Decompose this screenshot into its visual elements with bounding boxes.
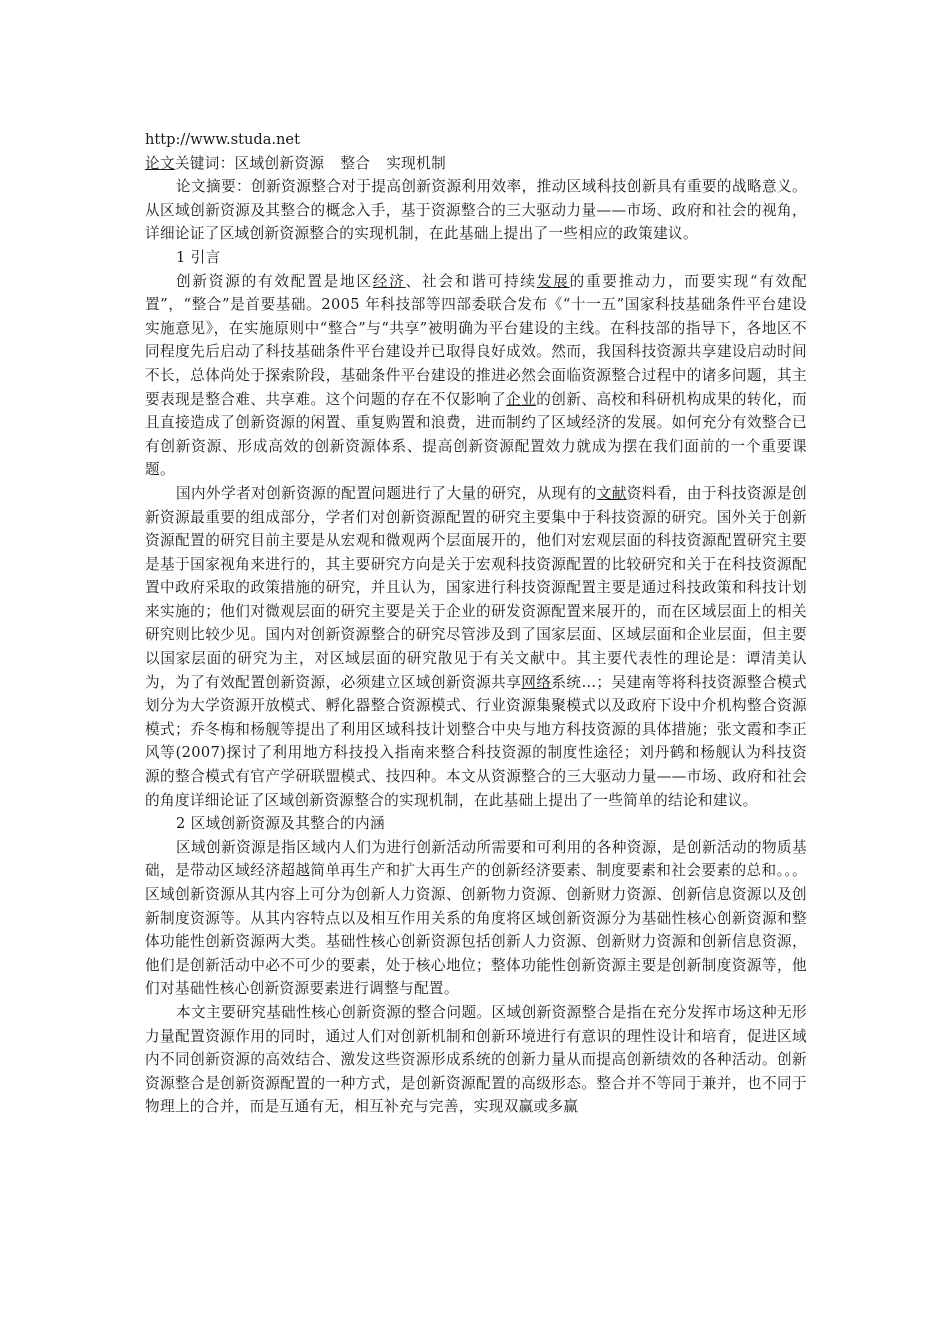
link-network[interactable]: 网络 bbox=[521, 673, 552, 691]
text-run: 创新资源的有效配置是地区 bbox=[176, 272, 373, 290]
section-1-paragraph-1 bbox=[145, 270, 807, 482]
text-run: 国内外学者对创新资源的配置问题进行了大量的研究，从现有的 bbox=[176, 484, 597, 502]
keywords-line bbox=[145, 152, 807, 176]
link-literature[interactable]: 文献 bbox=[596, 484, 627, 502]
link-enterprise[interactable]: 企业 bbox=[506, 390, 537, 408]
text-run: 、社会和谐可持续 bbox=[405, 272, 537, 290]
link-development[interactable]: 发展 bbox=[536, 272, 570, 290]
text-run: 资料看，由于科技资源是创新资源最重要的组成部分，学者们对创新资源配置的研究主要集中于科技资源的研究。国外关于创新资源配置的研究目前主要是从宏观和微观两个层面展开的，他们对宏观层面的科技资源配置研究主要是基于国家视角来进行的，其主要研究方向是关于宏观科技资源配置的比较研究和关于在科技资源配置中政府采取的政策措施的研究，并且认为，国家进行科技资源配置主要是通过科技政策和科技计划来实施的；他们对微观层面的研究主要是关于企业的研发资源配置来展开的，而在区域层面上的相关研究则比较少见。国内对创新资源整合的研究尽管涉及到了国家层面、区域层面和企业层面，但主要以国家层面的研究为主，对区域层面的研究散见于有关文献中。其主要代表性的理论是：谭清美认为，为了有效配置创新资源，必须建立区域创新资源共享 bbox=[145, 484, 808, 691]
section-2-heading: 2 区域创新资源及其整合的内涵 bbox=[176, 815, 385, 833]
keywords-label: 关键词：区域创新资源 bbox=[174, 154, 325, 172]
keywords-link[interactable]: 论文 bbox=[145, 154, 175, 172]
link-economy[interactable]: 经济 bbox=[372, 272, 406, 290]
keyword-mechanism: 实现机制 bbox=[386, 154, 447, 172]
abstract-paragraph: 论文摘要：创新资源整合对于提高创新资源利用效率，推动区域科技创新具有重要的战略意义。从区域创新资源及其整合的概念入手，基于资源整合的三大驱动力量——市场、政府和社会的视角，详细论证了区域创新资源整合的实现机制，在此基础上提出了一些相应的政策建议。 bbox=[145, 178, 807, 243]
text-run: 系统…；吴建南等将科技资源整合模式划分为大学资源开放模式、孵化器整合资源模式、行业资源集聚模式以及政府下设中介机构整合资源模式；乔冬梅和杨舰等提出了利用区域科技计划整合中央与地方科技资源的具体措施；张文霞和李正风等(2007)探讨了利用地方科技投入指南来整合科技资源的制度性途径；刘丹鹤和杨舰认为科技资源的整合模式有官产学研联盟模式、技四种。本文从资源整合的三大驱动力量——市场、政府和社会的角度详细论证了区域创新资源整合的实现机制，在此基础上提出了一些简单的结论和建议。 bbox=[145, 673, 807, 809]
text-run: 的创新、高校和科研机构成果的转化，而且直接造成了创新资源的闲置、重复购置和浪费，进而制约了区域经济的发展。如何充分有效整合已有创新资源、形成高效的创新资源体系、提高创新资源配置效力就成为摆在我们面前的一个重要课题。 bbox=[145, 390, 807, 479]
section-2-paragraph-2: 本文主要研究基础性核心创新资源的整合问题。区域创新资源整合是指在充分发挥市场这种无形力量配置资源作用的同时，通过人们对创新机制和创新环境进行有意识的理性设计和培育，促进区域内不同创新资源的高效结合、激发这些资源形成系统的创新力量从而提高创新绩效的各种活动。创新资源整合是创新资源配置的一种方式，是创新资源配置的高级形态。整合并不等同于兼并，也不同于物理上的合并，而是互通有无，相互补充与完善，实现双赢或多赢 bbox=[145, 1003, 807, 1116]
source-url: http://www.studa.net bbox=[145, 131, 300, 148]
text-run: 的重要推动力，而要实现“有效配置”，“整合”是首要基础。2005 年科技部等四部委联合发布《“十一五”国家科技基础条件平台建设实施意见》，在实施原则中“整合”与“共享”被明确为平台建设的主线。在科技部的指导下，各地区不同程度先后启动了科技基础条件平台建设并已取得良好成效。然而，我国科技资源共享建设启动时间不长，总体尚处于探索阶段，基础条件平台建设的推进必然会面临资源整合过程中的诸多问题，其主要表现是整合难、共享难。这个问题的存在不仅影响了 bbox=[145, 272, 808, 408]
section-2-paragraph-1: 区域创新资源是指区域内人们为进行创新活动所需要和可利用的各种资源，是创新活动的物质基础，是带动区域经济超越简单再生产和扩大再生产的创新经济要素、制度要素和社会要素的总和。。。区域创新资源从其内容上可分为创新人力资源、创新物力资源、创新财力资源、创新信息资源以及创新制度资源等。从其内容特点以及相互作用关系的角度将区域创新资源分为基础性核心创新资源和整体功能性创新资源两大类。基础性核心创新资源包括创新人力资源、创新财力资源和创新信息资源，他们是创新活动中必不可少的要素，处于核心地位；整体功能性创新资源主要是创新制度资源等，他们对基础性核心创新资源要素进行调整与配置。 bbox=[145, 838, 807, 998]
section-1-heading: 1 引言 bbox=[176, 248, 221, 266]
keyword-integration: 整合 bbox=[340, 154, 371, 172]
document-body bbox=[145, 128, 807, 1119]
section-1-paragraph-2 bbox=[145, 482, 807, 812]
